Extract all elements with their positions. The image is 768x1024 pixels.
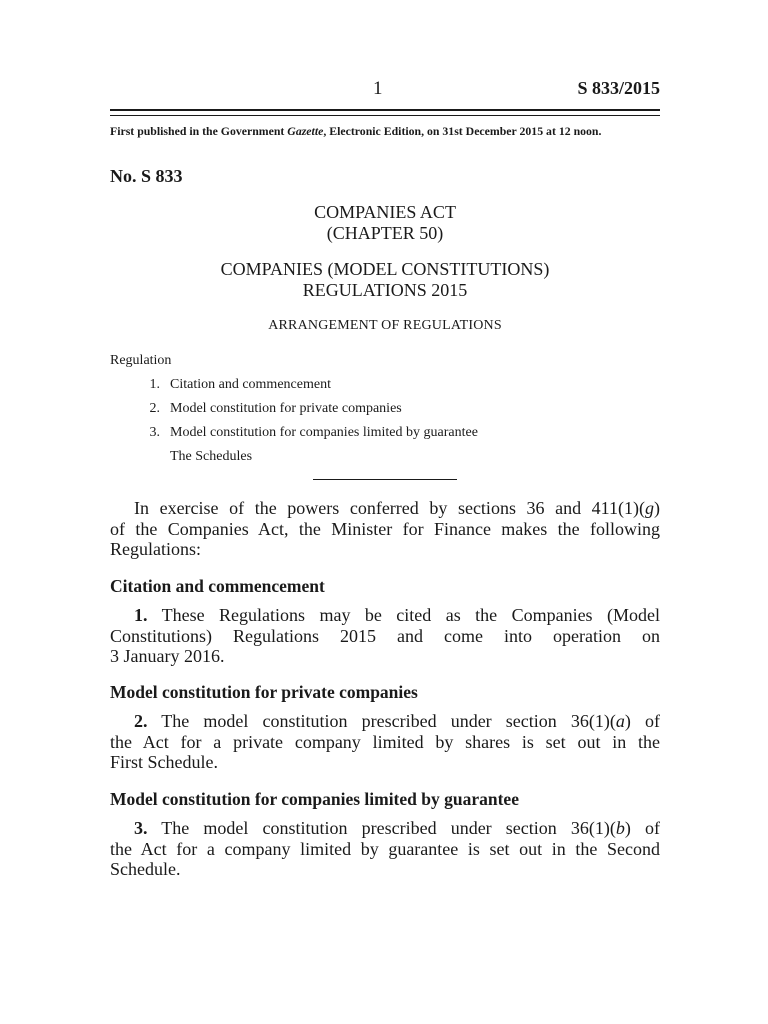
section-line: First Schedule. [110,752,218,772]
section-line: Constitutions) Regulations 2015 and come into operation on [110,625,660,646]
section-line: 3 January 2016. [110,646,225,666]
section-number: 3. [134,818,148,838]
act-chapter: (CHAPTER 50) [326,223,444,243]
section-paragraph [110,711,660,773]
enacting-line: of the Companies Act, the Minister for Finance makes the following [110,518,660,539]
toc-item-number: 2. [149,401,160,416]
section-text: The model constitution prescribed under section 36(1)( [147,711,616,731]
section-text: The model constitution prescribed under section 36(1)( [147,818,616,838]
header-rule-thin [110,115,660,116]
toc-item-text: Model constitution for private companies [170,401,402,416]
section-line: the Act for a private company limited by shares is set out in the [110,731,660,752]
section-italic: a [615,711,625,731]
publication-suffix: , Electronic Edition, on 31st December 2015 at 12 noon. [323,124,602,138]
section-text: These Regulations may be cited as the Companies (Model [147,605,660,625]
section-line: Schedule. [110,859,181,879]
enacting-text: ) [654,498,660,518]
header-rule-thick [110,109,660,111]
section-line [110,711,660,732]
enacting-italic: g [645,498,654,518]
enacting-line: Regulations: [110,539,201,559]
act-title: COMPANIES ACT [314,202,456,222]
section-paragraph [110,605,660,667]
section-line: the Act for a company limited by guarantee is set out in the Second [110,838,660,859]
page-number: 1 [373,78,383,99]
publication-gazette-word: Gazette [287,124,324,138]
section-number: 1. [134,605,148,625]
section-heading: Model constitution for private companies [110,682,418,702]
regulations-title-line2: REGULATIONS 2015 [302,280,468,300]
section-line [110,605,660,626]
toc-item-number: 3. [149,425,160,440]
toc-item-text: Citation and commencement [170,377,331,392]
regulations-title-line1: COMPANIES (MODEL CONSTITUTIONS) [220,259,550,279]
toc-item-text: Model constitution for companies limited by guarantee [170,425,478,440]
section-heading: Model constitution for companies limited by guarantee [110,789,519,809]
publication-prefix: First published in the Government [110,124,288,138]
enacting-text: In exercise of the powers conferred by sections 36 and 411(1)( [134,498,645,518]
publication-notice [110,124,601,139]
section-italic: b [615,818,625,838]
section-line [110,818,660,839]
section-heading: Citation and commencement [110,576,325,596]
enacting-line [110,498,660,519]
toc-item-number: 1. [149,377,160,392]
arrangement-heading: ARRANGEMENT OF REGULATIONS [268,318,502,333]
section-text: ) of [624,711,660,731]
section-text: ) of [624,818,660,838]
gazette-reference: S 833/2015 [577,78,660,98]
enacting-paragraph [110,498,660,560]
notice-number: No. S 833 [110,166,183,186]
toc-divider [313,479,457,480]
section-number: 2. [134,711,148,731]
toc-heading: Regulation [110,353,172,368]
section-paragraph [110,818,660,880]
toc-item-text: The Schedules [170,449,253,464]
